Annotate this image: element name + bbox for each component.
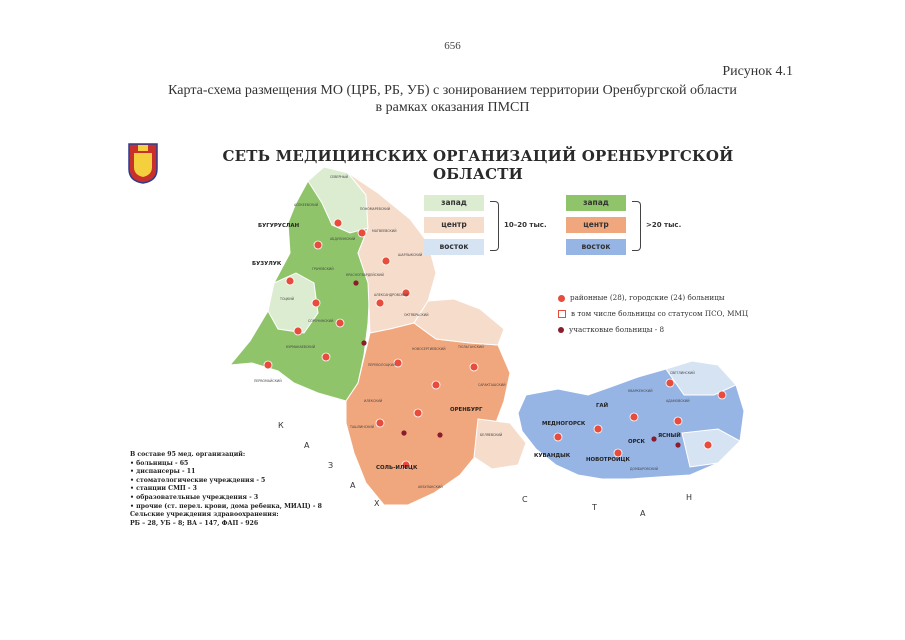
caption-line-2: в рамках оказания ПМСП (375, 100, 530, 115)
rural-hospital-dot-icon (558, 327, 564, 333)
district-kurmanaevsky: КУРМАНАЕВСКИЙ (286, 345, 316, 349)
city-mednogorsk: МЕДНОГОРСК (542, 421, 586, 427)
stats-item: • диспансеры - 11 (130, 468, 196, 476)
city-gai: ГАЙ (596, 403, 609, 409)
legend-small-bracket (490, 201, 499, 251)
hospital-icon (558, 295, 565, 302)
country-letter-8: А (640, 509, 646, 518)
district-akbulaksky: АКБУЛАКСКИЙ (418, 485, 443, 489)
district-matveevsky: МАТВЕЕВСКИЙ (372, 229, 397, 233)
district-perevolotsky: ПЕРЕВОЛОЦКИЙ (368, 363, 396, 367)
district-kvarkensky: КВАРКЕНСКИЙ (628, 389, 653, 393)
district-ponomarevsky: ПОНОМАРЕВСКИЙ (360, 207, 391, 211)
country-letter-4: А (350, 481, 356, 490)
city-orsk: ОРСК (628, 439, 645, 445)
country-letter-2: А (304, 441, 310, 450)
district-adamovsky: АДАМОВСКИЙ (666, 399, 690, 403)
district-krasnogvardeisky: КРАСНОГВАРДЕЙСКИЙ (346, 273, 384, 277)
stats-item: • прочие (ст. перел. крови, дома ребенка, МИАЦ) - 8 (130, 502, 322, 510)
caption-line-1: Карта-схема размещения МО (ЦРБ, РБ, УБ) с зонированием территории Оренбургской области (168, 83, 737, 98)
country-letter-6: С (522, 495, 528, 504)
legend-large-range: >20 тыс. (646, 221, 682, 229)
stats-item: • станции СМП - 3 (130, 485, 197, 493)
stats-header: В составе 95 мед. организаций: (130, 451, 246, 458)
psc-hospital-icon (558, 310, 566, 318)
district-svetlinsky: СВЕТЛИНСКИЙ (670, 371, 695, 375)
stats-block (130, 451, 322, 528)
zone-center-small-3 (474, 419, 526, 469)
district-sorochinsky: СОРОЧИНСКИЙ (308, 319, 334, 323)
city-sol-iletsk: СОЛЬ-ИЛЕЦК (376, 465, 418, 471)
legend-large-bracket (632, 201, 641, 251)
district-pervomaysky: ПЕРВОМАЙСКИЙ (254, 379, 282, 383)
symbol-legend-psc-label: в том числе больницы со статусом ПСО, ММЦ (571, 309, 749, 318)
oblast-coat-of-arms-icon (126, 141, 160, 185)
figure-caption (0, 82, 905, 116)
district-sharlyksky: ШАРЛЫКСКИЙ (398, 253, 423, 257)
legend-small-center: центр (424, 217, 484, 233)
legend-small-west: запад (424, 195, 484, 211)
city-novotroitsk: НОВОТРОИЦК (586, 457, 630, 463)
map-title: СЕТЬ МЕДИЦИНСКИХ ОРГАНИЗАЦИЙ ОРЕНБУРГСКОЙ ОБЛАСТИ (222, 147, 734, 183)
district-abdulinsky: АБДУЛИНСКИЙ (330, 237, 356, 241)
district-ileksky: ИЛЕКСКИЙ (364, 399, 383, 403)
city-buzuluk: БУЗУЛУК (252, 261, 282, 267)
map-figure (118, 133, 790, 547)
symbol-legend-rural-label: участковые больницы - 8 (569, 325, 665, 334)
legend-large-west: запад (566, 195, 626, 211)
country-letter-7: Т (592, 503, 597, 512)
stats-item: • стоматологические учреждения - 5 (130, 476, 266, 484)
symbol-legend-psc (558, 309, 748, 318)
country-letter-9: Н (686, 493, 693, 502)
district-tyulgansky: ТЮЛЬГАНСКИЙ (458, 345, 484, 349)
city-orenburg: ОРЕНБУРГ (450, 407, 483, 413)
country-letter-3: З (328, 461, 334, 470)
stats-rural-header: Сельские учреждения здравоохранения: (130, 511, 279, 519)
stats-rural: РБ – 28, УБ – 8; ВА – 147, ФАП - 926 (130, 519, 259, 527)
figure-label: Рисунок 4.1 (722, 64, 793, 79)
stats-item: • образовательные учреждения - 3 (130, 493, 259, 501)
country-letter-1: К (278, 421, 284, 430)
city-yasny: ЯСНЫЙ (658, 433, 681, 439)
symbol-legend-hospitals-label: районные (28), городские (24) больницы (570, 293, 725, 302)
district-asekeevsky: АСЕКЕЕВСКИЙ (294, 203, 319, 207)
district-belyaevsky: БЕЛЯЕВСКИЙ (480, 433, 503, 437)
page-number: 656 (444, 40, 461, 52)
district-tashlinsky: ТАШЛИНСКИЙ (350, 425, 374, 429)
symbol-legend-rural (558, 325, 664, 334)
district-severny: СЕВЕРНЫЙ (330, 175, 348, 179)
city-kuvandyk: КУВАНДЫК (534, 453, 571, 459)
stats-item: • больницы - 65 (130, 459, 189, 467)
legend-large-east: восток (566, 239, 626, 255)
legend-small-east: восток (424, 239, 484, 255)
legend-small-range: 10–20 тыс. (504, 221, 547, 229)
district-aleksandrovsky: АЛЕКСАНДРОВСКИЙ (374, 293, 409, 297)
district-dombarovsky: ДОМБАРОВСКИЙ (630, 467, 658, 471)
district-oktyabrsky: ОКТЯБРЬСКИЙ (404, 313, 429, 317)
district-novosergievsky: НОВОСЕРГИЕВСКИЙ (412, 347, 446, 351)
district-totsky: ТОЦКИЙ (280, 297, 294, 301)
district-saraktashsky: САРАКТАШСКИЙ (478, 383, 506, 387)
district-grachevsky: ГРАЧЕВСКИЙ (312, 267, 334, 271)
country-letter-5: Х (374, 499, 380, 508)
symbol-legend-hospitals (558, 293, 725, 302)
city-buguruslan: БУГУРУСЛАН (258, 223, 300, 229)
legend-large-center: центр (566, 217, 626, 233)
